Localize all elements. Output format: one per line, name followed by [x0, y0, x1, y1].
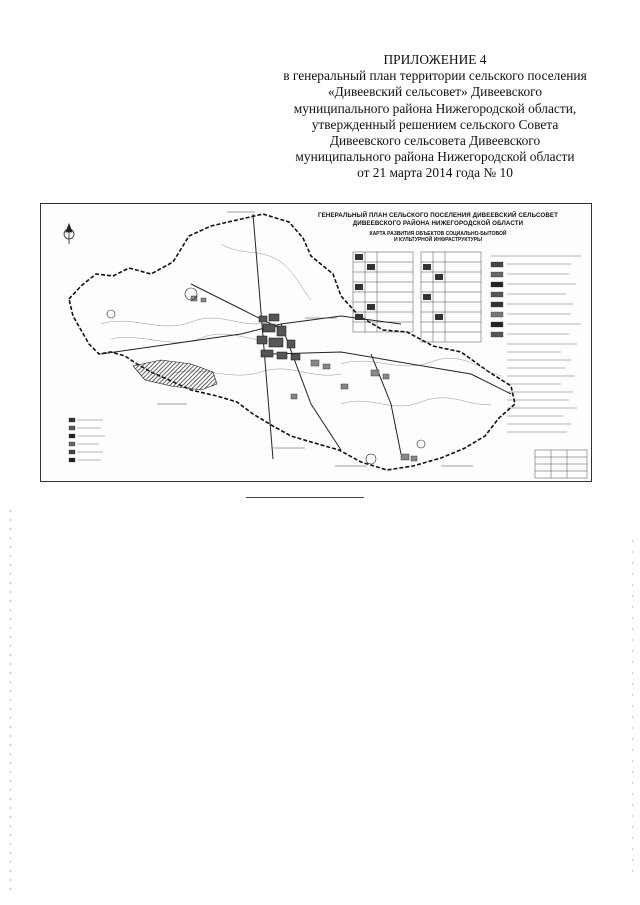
map-subtitle [323, 231, 553, 243]
header-line: муниципального района Нижегородской области, [293, 100, 577, 116]
header-line: в генеральный план территории сельского поселения [283, 68, 587, 84]
scan-margin-artifact [10, 510, 11, 890]
north-arrow-icon [64, 224, 74, 244]
title-block-stamp [535, 450, 587, 478]
appendix-title: ПРИЛОЖЕНИЕ 4 [383, 52, 487, 67]
header-date-line: от 21 марта 2014 года № 10 [357, 165, 513, 181]
map-subtitle-line: И КУЛЬТУРНОЙ ИНФРАСТРУКТУРЫ [393, 237, 482, 244]
divider-line [246, 497, 364, 498]
general-plan-map [40, 203, 592, 482]
header-line: «Дивеевский сельсовет» Дивеевского [327, 84, 543, 100]
appendix-header [270, 52, 600, 182]
forest-hatched-area [133, 360, 217, 390]
map-drawing [41, 204, 591, 481]
header-line: муниципального района Нижегородской области [295, 149, 575, 165]
map-title-line: ГЕНЕРАЛЬНЫЙ ПЛАН СЕЛЬСКОГО ПОСЕЛЕНИЯ ДИВЕЕВСКИЙ СЕЛЬСОВЕТ [317, 212, 559, 219]
left-legend-block [69, 418, 105, 462]
map-title [313, 212, 563, 227]
map-title-line: ДИВЕЕВСКОГО РАЙОНА НИЖЕГОРОДСКОЙ ОБЛАСТИ [352, 219, 524, 227]
legend-column-3 [491, 256, 581, 432]
header-line: утвержденный решением сельского Совета [311, 116, 559, 132]
header-line: Дивеевского сельсовета Дивеевского [329, 133, 541, 149]
map-subtitle-line: КАРТА РАЗВИТИЯ ОБЪЕКТОВ СОЦИАЛЬНО-БЫТОВОЙ [369, 231, 507, 237]
scan-margin-artifact [632, 540, 633, 880]
